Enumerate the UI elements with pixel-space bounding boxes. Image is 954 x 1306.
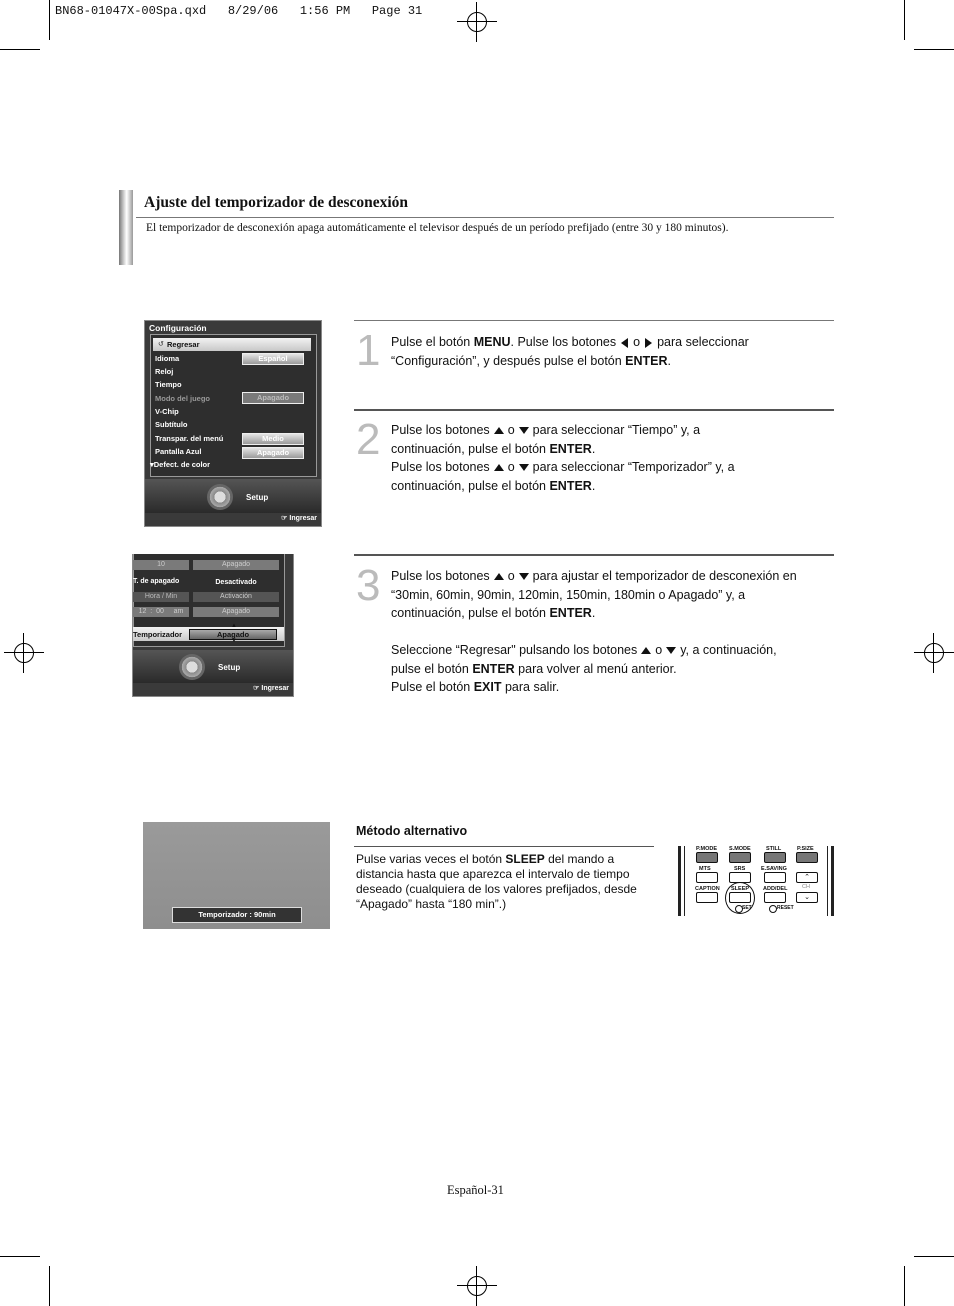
crop-mark [49, 1266, 50, 1306]
menu-value: Español [242, 353, 304, 365]
remote-label: MTS [699, 866, 711, 872]
alt-title: Método alternativo [356, 824, 468, 838]
menu-label: T. de apagado [133, 578, 180, 585]
step-number: 1 [356, 326, 381, 375]
menu-item: Idioma [155, 354, 180, 363]
menu-value: Apagado [242, 392, 304, 404]
crop-mark [914, 1256, 954, 1257]
section-intro: El temporizador de desconexión apaga automáticamente el televisor después de un período prefijado (entre 30 y 180 minutos). [146, 222, 729, 234]
menu-footer: ☞ Ingresar [281, 515, 317, 522]
arrow-right-icon [645, 338, 652, 348]
remote-edge [831, 846, 834, 916]
gear-icon [179, 654, 205, 680]
menu-item: Transpar. del menú [155, 434, 224, 443]
psize-button[interactable] [796, 852, 818, 863]
crop-mark [0, 49, 40, 50]
remote-label: SLEEP [731, 886, 750, 892]
remote-control-image [678, 846, 834, 916]
setup-label: Setup [246, 493, 269, 502]
remote-edge [684, 846, 685, 916]
remote-edge [827, 846, 828, 916]
remote-label: CH [802, 884, 810, 890]
remote-edge [678, 846, 681, 916]
timer-menu-screenshot [132, 554, 294, 697]
arrow-up-icon: ▲ [231, 623, 237, 629]
step-divider [354, 320, 834, 321]
remote-label: SET [742, 905, 752, 911]
menu-item-temporizador: Temporizador [133, 630, 183, 639]
remote-label: STILL [766, 846, 782, 852]
remote-label: CAPTION [695, 886, 720, 892]
menu-item: V-Chip [155, 407, 179, 416]
menu-bottom-bar [133, 650, 293, 683]
pmode-button[interactable] [696, 852, 718, 863]
reset-button[interactable] [769, 905, 777, 913]
remote-label: SRS [734, 866, 746, 872]
menu-field: 12 : 00 am [133, 607, 189, 617]
setup-menu-screenshot [144, 320, 322, 527]
page-number: Español-31 [447, 1183, 504, 1197]
alt-title-rule [354, 846, 654, 847]
arrow-up-icon [641, 647, 651, 654]
registration-mark-right [914, 633, 954, 673]
file-info: BN68-01047X-00Spa.qxd 8/29/06 1:56 PM Page 31 [55, 4, 423, 18]
alt-text: Pulse varias veces el botón SLEEP del mando a distancia hasta que aparezca el intervalo de tiempo deseado (cualquiera de los valores prefijados, desde “Apagado” hasta “180 min”.) [356, 852, 637, 911]
step-1-text: Pulse el botón MENU. Pulse los botones o para seleccionar “Configuración”, y después pulse el botón ENTER. [391, 335, 749, 368]
crop-mark [904, 0, 905, 40]
mts-button[interactable] [696, 872, 718, 883]
caption-button[interactable] [696, 892, 718, 903]
remote-label: P.SIZE [797, 846, 814, 852]
smode-button[interactable] [729, 852, 751, 863]
still-button[interactable] [764, 852, 786, 863]
section-title-rule [136, 217, 834, 218]
step-divider [354, 554, 834, 556]
gear-icon [207, 484, 233, 510]
menu-label: Desactivado [215, 579, 257, 586]
remote-label: P.MODE [696, 846, 717, 852]
adddel-button[interactable] [764, 892, 786, 903]
menu-field: Apagado [193, 560, 279, 570]
menu-title: Configuración [149, 323, 207, 333]
registration-mark-top [457, 2, 497, 42]
menu-field: 10 [133, 560, 189, 570]
arrow-up-icon [494, 427, 504, 434]
menu-item: Pantalla Azul [155, 447, 202, 456]
menu-item: ▾Defect. de color [150, 460, 211, 469]
arrow-down-icon [519, 427, 529, 434]
arrow-down-icon: ▼ [231, 638, 237, 644]
section-bar [119, 190, 133, 265]
arrow-left-icon [621, 338, 628, 348]
arrow-up-icon [494, 464, 504, 471]
ch-down-button[interactable]: ⌄ [796, 892, 818, 903]
crop-mark [0, 1256, 40, 1257]
menu-item: Subtítulo [155, 420, 188, 429]
menu-value: Apagado [242, 447, 304, 459]
menu-item-regresar: Regresar [167, 340, 200, 349]
return-icon: ↺ [158, 341, 164, 348]
step-number: 2 [356, 415, 381, 464]
menu-footer: ☞ Ingresar [253, 685, 289, 692]
crop-mark [904, 1266, 905, 1306]
registration-mark-bottom [457, 1266, 497, 1306]
setup-label: Setup [218, 663, 241, 672]
ch-up-button[interactable]: ⌃ [796, 872, 818, 883]
hand-icon: ☞ [253, 685, 262, 692]
remote-label: S.MODE [729, 846, 751, 852]
arrow-down-icon [519, 573, 529, 580]
menu-value: Medio [242, 433, 304, 445]
esaving-button[interactable] [764, 872, 786, 883]
menu-field: Apagado [193, 607, 279, 617]
hand-icon: ☞ [281, 515, 290, 522]
menu-item: Reloj [155, 367, 174, 376]
menu-field: Hora / Min [133, 592, 189, 602]
arrow-up-icon [494, 573, 504, 580]
arrow-down-icon [519, 464, 529, 471]
remote-label: E.SAVING [761, 866, 787, 872]
step-divider [354, 409, 834, 411]
menu-item: Tiempo [155, 380, 182, 389]
menu-field: Activación [193, 592, 279, 602]
sleep-button[interactable] [729, 892, 751, 903]
menu-bottom-bar [145, 479, 321, 513]
remote-label: RESET [777, 905, 794, 911]
sleep-timer-osd: Temporizador : 90min [172, 907, 302, 923]
remote-label: ADD/DEL [763, 886, 788, 892]
step-number: 3 [356, 561, 381, 610]
menu-item: Modo del juego [155, 394, 210, 403]
crop-mark [49, 0, 50, 40]
arrow-down-icon [666, 647, 676, 654]
registration-mark-left [4, 633, 44, 673]
step-3-text: Pulse los botones o para ajustar el temporizador de desconexión en “30min, 60min, 90min, 120min, 150min, 180min o Apagado” y, a continuación, pulse el botón ENTER. Seleccione “Regresar" pulsando los botones o y, a continuación, pulse el botón ENTER para volver al menú anterior. Pulse el botón EXIT para salir. [391, 569, 797, 694]
menu-value-text: Apagado [216, 630, 250, 639]
section-title: Ajuste del temporizador de desconexión [144, 194, 409, 211]
step-2-text: Pulse los botones o para seleccionar “Tiempo” y, a continuación, pulse el botón ENTER. Pulse los botones o para seleccionar “Temporizador” y, a continuación, pulse el botón ENTER. [391, 423, 735, 493]
crop-mark [914, 49, 954, 50]
